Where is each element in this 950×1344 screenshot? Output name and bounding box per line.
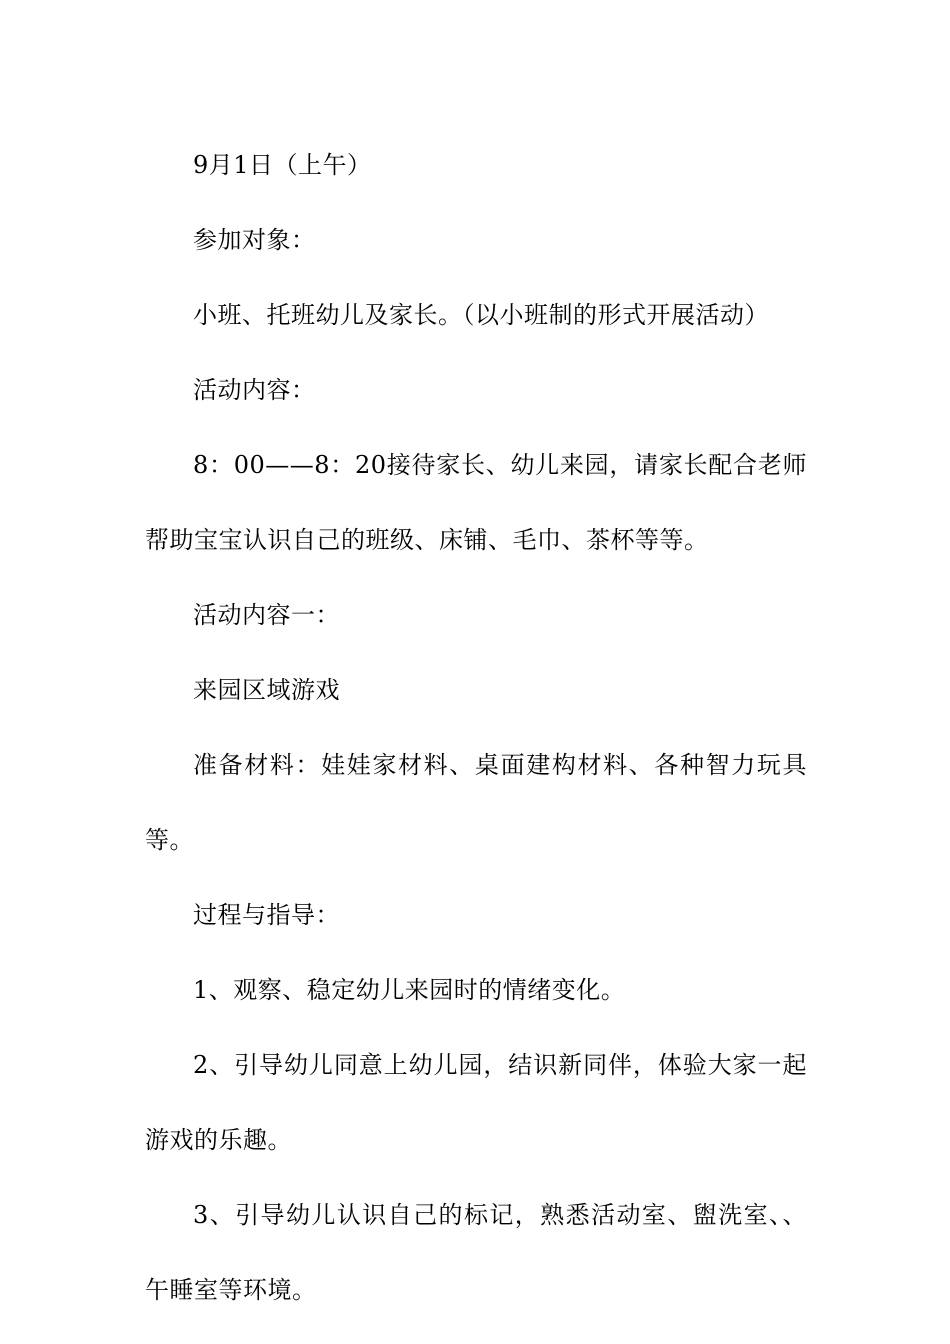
paragraph-step-3: 3、引导幼儿认识自己的标记，熟悉活动室、盥洗室、、午睡室等环境。 (145, 1201, 807, 1304)
paragraph-materials: 准备材料：娃娃家材料、桌面建构材料、各种智力玩具等。 (145, 751, 807, 854)
document-body (145, 128, 807, 1328)
paragraph-participants-heading: 参加对象： (193, 226, 316, 254)
paragraph-process-heading: 过程与指导： (193, 901, 340, 929)
paragraph-date: 9月1日（上午） (193, 151, 372, 179)
paragraph-step-1: 1、观察、稳定幼儿来园时的情绪变化。 (193, 976, 626, 1004)
paragraph-activity-one-heading: 活动内容一： (193, 601, 340, 629)
paragraph-activity-one-title: 来园区域游戏 (193, 676, 340, 704)
paragraph-activity-heading: 活动内容： (193, 376, 316, 404)
paragraph-reception: 8：00——8：20接待家长、幼儿来园，请家长配合老师帮助宝宝认识自己的班级、床铺、毛巾、茶杯等等。 (145, 451, 807, 554)
paragraph-participants: 小班、托班幼儿及家长。（以小班制的形式开展活动） (193, 301, 769, 329)
paragraph-step-2: 2、引导幼儿同意上幼儿园，结识新同伴，体验大家一起游戏的乐趣。 (145, 1051, 807, 1154)
